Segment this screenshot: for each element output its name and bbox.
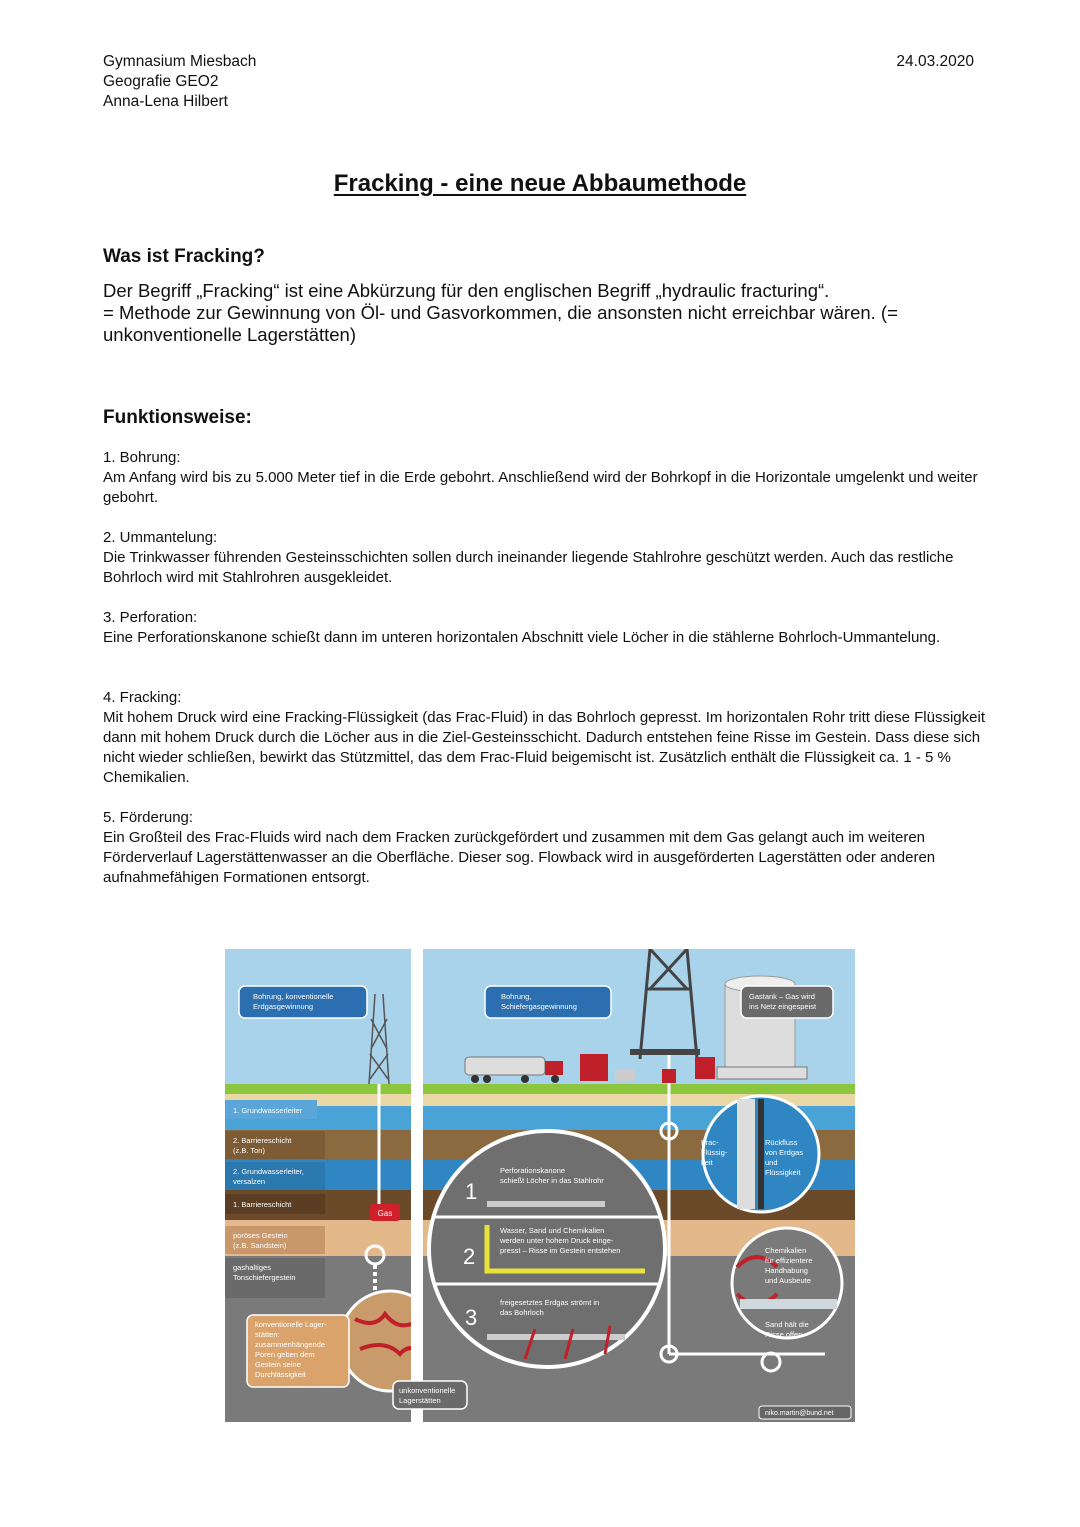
step-2 xyxy=(103,528,988,588)
step-text: Die Trinkwasser führenden Gesteinsschichten sollen durch ineinander liegende Stahlrohre geschützt werden. Auch das restliche Bohrloch wird mit Stahlrohren ausgekleidet. xyxy=(103,549,954,586)
unconv-2: Lagerstätten xyxy=(399,1396,441,1405)
credit-label: niko.martin@bund.net xyxy=(765,1410,834,1417)
backflow-1: Rückfluss xyxy=(765,1138,798,1147)
intro-line-2: = Methode zur Gewinnung von Öl- und Gasvorkommen, die ansonsten nicht erreichbar wären. (= unkonventionelle Lagerstätten) xyxy=(103,302,898,345)
conv-note-1: konventionelle Lager- xyxy=(255,1320,327,1329)
left-panel xyxy=(225,949,440,1422)
layer-label-3a: 2. Grundwasserleiter, xyxy=(233,1167,304,1176)
step2-note-3: presst – Risse im Gestein entstehen xyxy=(500,1246,621,1255)
box-shale-2: Schiefergasgewinnung xyxy=(501,1002,577,1011)
step-title: 4. Fracking: xyxy=(103,689,182,706)
unconv-1: unkonventionelle xyxy=(399,1386,456,1395)
backflow-3: und xyxy=(765,1158,778,1167)
step-title: 2. Ummantelung: xyxy=(103,529,218,546)
box-tank-2: ins Netz eingespeist xyxy=(749,1002,817,1011)
layer-label-6a: gashaltiges xyxy=(233,1263,271,1272)
box-conv-1: Bohrung, konventionelle xyxy=(253,992,334,1001)
page-title: Fracking - eine neue Abbaumethode xyxy=(333,170,747,197)
school-name: Gymnasium Miesbach xyxy=(103,53,257,70)
intro-line-1: Der Begriff „Fracking“ ist eine Abkürzung für den englischen Begriff „hydraulic fracturing“. xyxy=(103,280,830,301)
backflow-4: Flüssigkeit xyxy=(765,1168,801,1177)
intro-heading: Was ist Fracking? xyxy=(103,246,265,267)
course-name: Geografie GEO2 xyxy=(103,73,219,90)
step-1 xyxy=(103,448,988,508)
gas-label: Gas xyxy=(377,1209,393,1218)
header-block xyxy=(103,52,256,112)
step-number-1: 1 xyxy=(465,1179,478,1204)
right-panel xyxy=(393,949,855,1422)
author-name: Anna-Lena Hilbert xyxy=(103,93,228,110)
chem-note-1: Chemikalien xyxy=(765,1246,807,1255)
step1-note-1: Perforationskanone xyxy=(500,1166,566,1175)
conv-note-2: stätten: xyxy=(255,1330,280,1339)
layer-label-3b: versalzen xyxy=(233,1177,266,1186)
fracking-diagram xyxy=(225,949,855,1422)
step-4 xyxy=(103,688,988,788)
step1-note-2: schießt Löcher in das Stahlrohr xyxy=(500,1176,604,1185)
chem-note-3: Handhabung xyxy=(765,1266,808,1275)
step3-note-2: das Bohrloch xyxy=(500,1308,544,1317)
layer-label-2b: (z.B. Ton) xyxy=(233,1146,265,1155)
step-3 xyxy=(103,608,988,648)
sand-note-1: Sand hält die xyxy=(765,1320,809,1329)
step-text: Am Anfang wird bis zu 5.000 Meter tief in die Erde gebohrt. Anschließend wird der Bohrkopf in die Horizontale umgelenkt und weiter gebohrt. xyxy=(103,469,978,506)
function-heading: Funktionsweise: xyxy=(103,407,252,428)
frac-fluid-3: keit xyxy=(701,1158,713,1167)
frac-fluid-2: Flüssig- xyxy=(701,1148,728,1157)
layer-label-5b: (z.B. Sandstein) xyxy=(233,1241,287,1250)
step-number-2: 2 xyxy=(463,1244,476,1269)
step-5 xyxy=(103,808,988,888)
layer-label-6b: Tonschiefergestein xyxy=(233,1273,296,1282)
step-text: Eine Perforationskanone schießt dann im unteren horizontalen Abschnitt viele Löcher in die stählerne Bohrloch-Ummantelung. xyxy=(103,629,941,646)
frac-fluid-1: Frac- xyxy=(701,1138,719,1147)
chem-note-4: und Ausbeute xyxy=(765,1276,811,1285)
step-title: 1. Bohrung: xyxy=(103,449,181,466)
backflow-2: von Erdgas xyxy=(765,1148,803,1157)
conv-note-4: Poren geben dem xyxy=(255,1350,315,1359)
box-conv-2: Erdgasgewinnung xyxy=(253,1002,314,1011)
chem-note-2: für effizientere xyxy=(765,1256,813,1265)
step-title: 3. Perforation: xyxy=(103,609,198,626)
conv-note-5: Gestein seine xyxy=(255,1360,301,1369)
layer-label-1: 1. Grundwasserleiter xyxy=(233,1106,303,1115)
document-date: 24.03.2020 xyxy=(896,53,974,70)
conv-note-6: Durchlässigkeit xyxy=(255,1370,306,1379)
step-number-3: 3 xyxy=(465,1305,478,1330)
layer-label-5a: poröses Gestein xyxy=(233,1231,288,1240)
step2-note-1: Wasser, Sand und Chemikalien xyxy=(500,1226,605,1235)
step-title: 5. Förderung: xyxy=(103,809,194,826)
step3-note-1: freigesetztes Erdgas strömt in xyxy=(500,1298,600,1307)
box-tank-1: Gastank – Gas wird xyxy=(749,992,815,1001)
conv-note-3: zusammenhängende xyxy=(255,1340,326,1349)
sand-note-2: Risse offen xyxy=(765,1330,803,1339)
layer-label-4: 1. Barriereschicht xyxy=(233,1200,292,1209)
intro-text xyxy=(103,280,988,346)
box-shale-1: Bohrung, xyxy=(501,992,532,1001)
step-text: Mit hohem Druck wird eine Fracking-Flüssigkeit (das Frac-Fluid) in das Bohrloch gepresst. Im horizontalen Rohr tritt diese Flüssigkeit dann mit hohem Druck durch die Löcher aus in die Ziel-Gesteinsschicht. Dadurch entstehen feine Risse im Gestein. Dass diese sich nicht wieder schließen, bewirkt das Stützmittel, das dem Frac-Fluid beigemischt ist. Zusätzlich enthält die Flüssigkeit ca. 1 - 5 % Chemikalien. xyxy=(103,709,985,786)
step-text: Ein Großteil des Frac-Fluids wird nach dem Fracken zurückgefördert und zusammen mit dem Gas gelangt auch im weiteren Förderverlauf Lagerstättenwasser an die Oberfläche. Dieser sog. Flowback wird in ausgeförderten Lagerstätten oder anderen aufnahmefähigen Formationen entsorgt. xyxy=(103,829,936,886)
step2-note-2: werden unter hohem Druck einge- xyxy=(500,1236,614,1245)
layer-label-2a: 2. Barriereschicht xyxy=(233,1136,292,1145)
